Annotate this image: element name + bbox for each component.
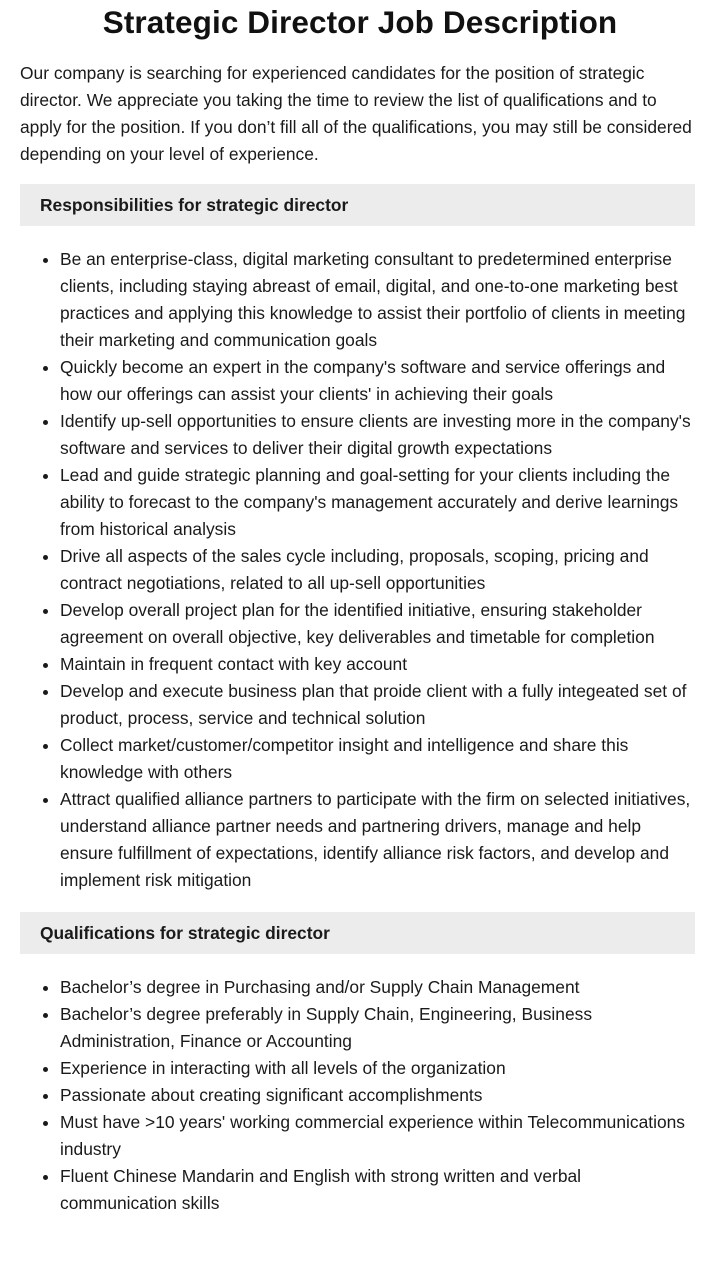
qualifications-list [20, 974, 695, 1217]
qualifications-heading: Qualifications for strategic director [20, 912, 695, 954]
list-item: • Quickly become an expert in the company's software and service offerings and how our offerings can assist your clients' in achieving their goals [60, 354, 695, 408]
list-item: • Be an enterprise-class, digital marketing consultant to predetermined enterprise clients, including staying abreast of email, digital, and one-to-one marketing best practices and applying this knowledge to assist their portfolio of clients in meeting their marketing and communication goals [60, 246, 695, 354]
list-item: • Develop and execute business plan that proide client with a fully integeated set of product, process, service and technical solution [60, 678, 695, 732]
responsibilities-heading: Responsibilities for strategic director [20, 184, 695, 226]
list-item: • Bachelor’s degree preferably in Supply Chain, Engineering, Business Administration, Finance or Accounting [60, 1001, 695, 1055]
list-item: • Attract qualified alliance partners to participate with the firm on selected initiatives, understand alliance partner needs and partnering drivers, manage and help ensure fulfillment of expectations, identify alliance risk factors, and develop and implement risk mitigation [60, 786, 695, 894]
list-item: • Develop overall project plan for the identified initiative, ensuring stakeholder agreement on overall objective, key deliverables and timetable for completion [60, 597, 695, 651]
list-item: • Passionate about creating significant accomplishments [60, 1082, 695, 1109]
list-item: • Identify up-sell opportunities to ensure clients are investing more in the company's software and services to deliver their digital growth expectations [60, 408, 695, 462]
list-item: • Maintain in frequent contact with key account [60, 651, 695, 678]
list-item: • Bachelor’s degree in Purchasing and/or Supply Chain Management [60, 974, 695, 1001]
responsibilities-list [20, 246, 695, 894]
list-item: • Experience in interacting with all levels of the organization [60, 1055, 695, 1082]
list-item: • Must have >10 years' working commercial experience within Telecommunications industry [60, 1109, 695, 1163]
page-title: Strategic Director Job Description [102, 4, 618, 40]
list-item: • Drive all aspects of the sales cycle including, proposals, scoping, pricing and contract negotiations, related to all up-sell opportunities [60, 543, 695, 597]
list-item: • Lead and guide strategic planning and goal-setting for your clients including the ability to forecast to the company's management accurately and derive learnings from historical analysis [60, 462, 695, 543]
list-item: • Collect market/customer/competitor insight and intelligence and share this knowledge with others [60, 732, 695, 786]
list-item: • Fluent Chinese Mandarin and English with strong written and verbal communication skills [60, 1163, 695, 1217]
intro-paragraph: Our company is searching for experienced candidates for the position of strategic director. We appreciate you taking the time to review the list of qualifications and to apply for the position. If you don’t fill all of the qualifications, you may still be considered depending on your level of experience. [20, 63, 692, 164]
